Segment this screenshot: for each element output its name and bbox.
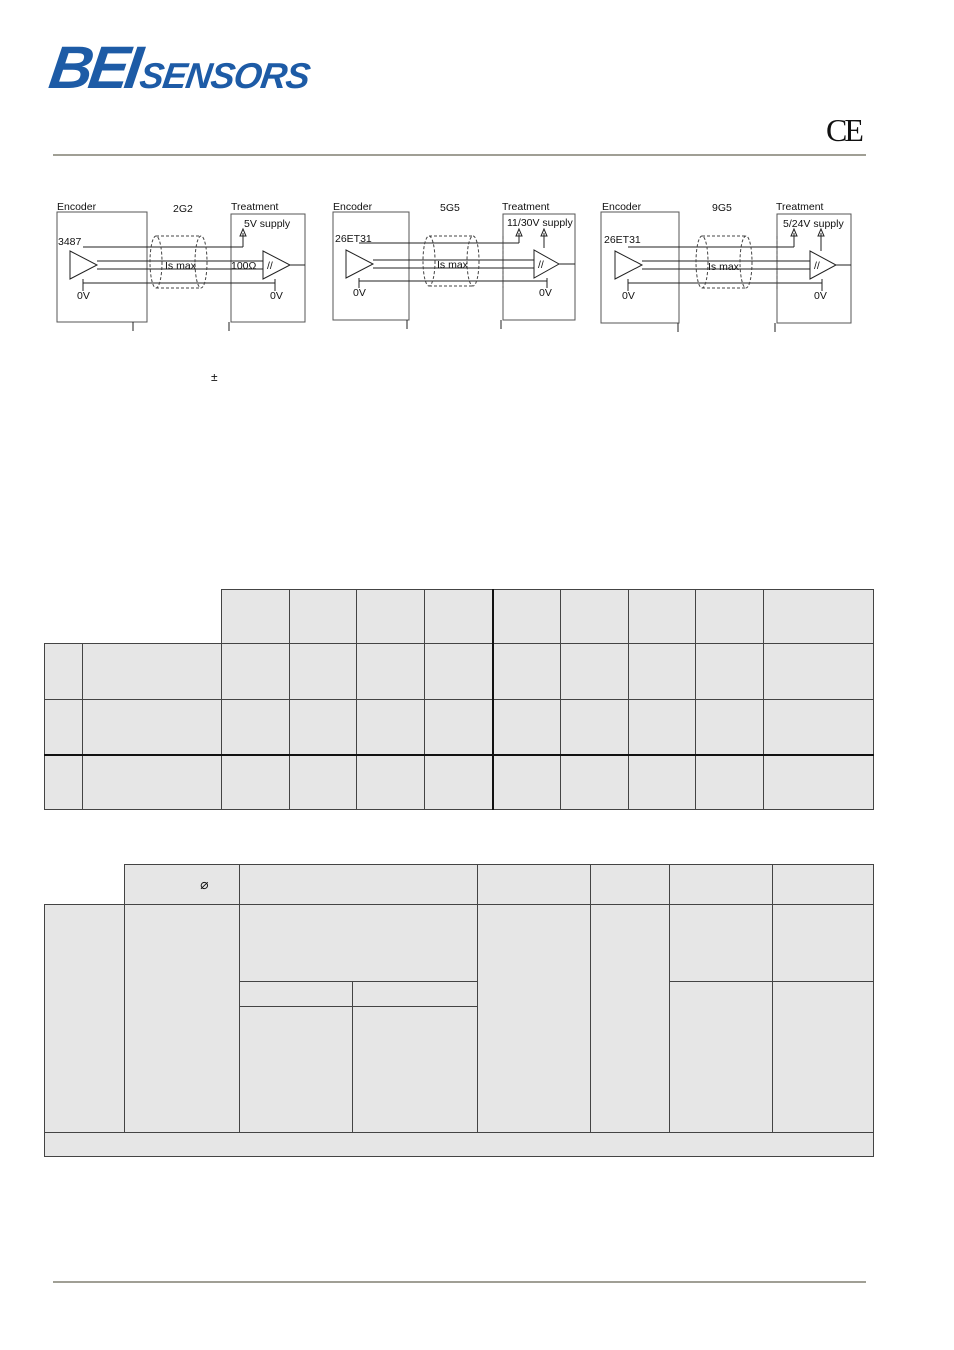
diagram-2g2-svg xyxy=(53,195,309,335)
supply-label: 5/24V supply xyxy=(783,218,844,230)
supply-label: 5V supply xyxy=(244,218,291,230)
component-label: 26ET31 xyxy=(604,234,641,246)
ground-right-label: 0V xyxy=(814,290,827,302)
resistor-label: 100Ω xyxy=(231,260,257,272)
svg-text://: // xyxy=(814,260,820,272)
output-code: 2G2 xyxy=(173,203,193,215)
table-row xyxy=(45,865,874,905)
bei-sensors-logo xyxy=(45,34,313,101)
diameter-icon: ⌀ xyxy=(200,876,209,892)
treatment-label: Treatment xyxy=(502,201,550,213)
svg-text://: // xyxy=(538,259,544,271)
component-label: 26ET31 xyxy=(335,233,372,245)
output-code: 9G5 xyxy=(712,202,732,214)
diagram-9g5-svg xyxy=(598,195,854,335)
encoder-label: Encoder xyxy=(57,201,97,213)
current-label: Is max xyxy=(708,261,739,273)
svg-text://: // xyxy=(267,260,273,272)
table-row xyxy=(45,1133,874,1157)
output-code: 5G5 xyxy=(440,202,460,214)
treatment-label: Treatment xyxy=(776,201,824,213)
footer-rule xyxy=(53,1281,866,1283)
ground-right-label: 0V xyxy=(270,290,283,302)
wiring-diagram-5g5 xyxy=(329,195,585,335)
encoder-label: Encoder xyxy=(333,201,373,213)
current-label: Is max xyxy=(165,260,196,272)
mounting-specs-table xyxy=(44,864,874,1157)
supply-label: 11/30V supply xyxy=(507,217,573,229)
table-row xyxy=(45,700,874,755)
ground-left-label: 0V xyxy=(622,290,635,302)
diameter-header-cell xyxy=(125,865,240,905)
plus-minus-symbol: ± xyxy=(211,370,218,384)
ground-left-label: 0V xyxy=(77,290,90,302)
ground-right-label: 0V xyxy=(539,287,552,299)
ce-mark: CE xyxy=(826,112,861,148)
wiring-diagram-2g2 xyxy=(53,195,309,335)
table-row xyxy=(45,644,874,700)
output-specs-table xyxy=(44,589,874,810)
table-row xyxy=(45,755,874,810)
wiring-diagram-9g5 xyxy=(598,195,854,335)
component-label: 3487 xyxy=(58,236,82,248)
table-row xyxy=(45,590,874,644)
encoder-label: Encoder xyxy=(602,201,642,213)
logo-bei-text: BEI xyxy=(45,34,143,101)
current-label: Is max xyxy=(437,259,468,271)
logo-sensors-text: SENSORS xyxy=(137,55,313,96)
header-rule xyxy=(53,154,866,156)
diagram-5g5-svg xyxy=(329,195,585,335)
ground-left-label: 0V xyxy=(353,287,366,299)
treatment-label: Treatment xyxy=(231,201,279,213)
table-row xyxy=(45,905,874,982)
